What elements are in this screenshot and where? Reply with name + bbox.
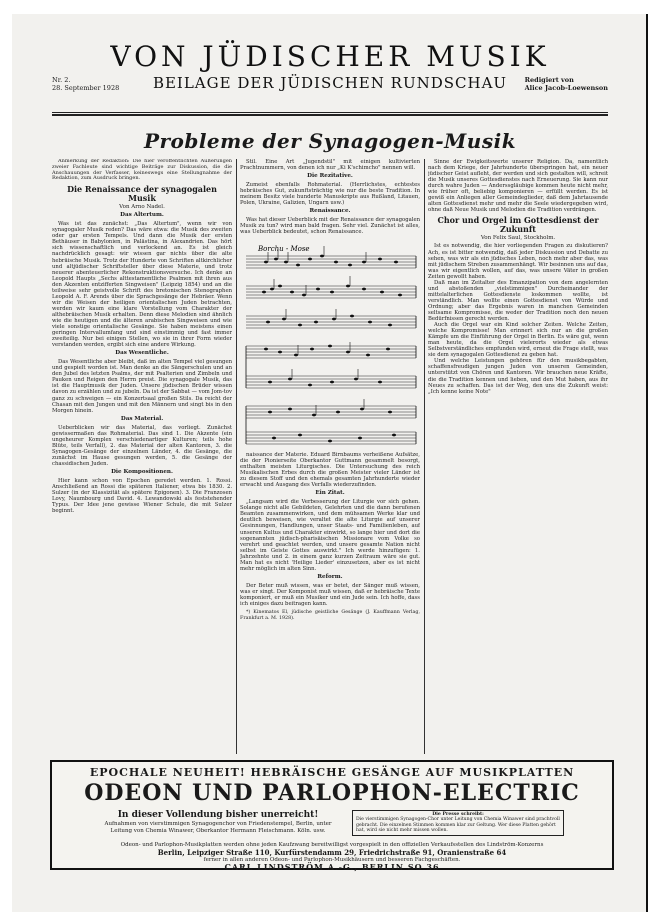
column-divider [424,159,425,754]
main-headline: Probleme der Synagogen-Musik [143,129,517,153]
paragraph: Daß man im Zeitalter des Emanzipation von dem angelernten und abstoßenden „vielstimmigen" Durcheinander der mittelalterlichen Gottesdienste loskommen wollte, ist verständlich. Man wollte einen Gottesdienst von Würde und Ordnung; aber das Ergebnis waren in manchen Gemeinden seltsame Kompromisse, die weder der Tradition noch den neuen Bedürfnissen gerecht werden. [428,279,608,323]
column-1 [52,159,232,754]
paragraph: Hier kann schon von Epochen geredet werden. 1. Rossi. Anschließend an Rossi die späteren Italiener, etwa bis 1830. 2. Sulzer (in der Klassizität als spätere Epigonen). 3. Die Franzosen Lovy, Naumbourg und David. 4. Lewandowski als feststehender Typus. Der Idee jene gewisse Wiener Schule, die mit Sulzer beginnt. [52,477,232,515]
paragraph: Zumeist ebenfalls Rohmaterial. (Herrlichstes, echtestes hebräisches Gut, zukunftsträchtig wie nur die beste Tradition. In meinem Besitz viele hunderte Manuskripte aus Rußland, Litauen, Polen, Ukraine, Galizien, Ungarn usw.) [240,182,420,207]
column-divider [236,159,237,754]
column-3 [428,159,608,754]
article-title-renaissance: Die Renaissance der synagogalen Musik [67,184,217,204]
paragraph: naissance der Materie. Eduard Birnbaums verheißene Aufsätze, die der Pionierseite Oberkantor Guttmann gesammelt besorgt, enthalten meisten Liturgisches. Die Untersuchung des reich Musikalischen Erbes durch die großen Meister vieler Länder ist zu diesem Stoff und den ehemals gesamten Jahrhunderte wieder erwacht und Ausgang des Verfalls wiederzufinden. [240,452,420,489]
section-heading: Die Kompositionen. [111,468,173,475]
music-notation [240,242,418,450]
ad-detail: Aufnahmen von vierstimmigen Synagogenchor von Friedenstempel, Berlin, unter Leitung von Chemia Winawer, Oberkantor Hermann Fleischmann. Köln. usw. [104,821,332,834]
issue-number: Nr. 2. [52,76,71,84]
editor-label: Redigiert von [524,76,574,84]
masthead-title: VON JÜDISCHER MUSIK [110,40,550,73]
note-stems [268,246,366,415]
paragraph: Ueberblicken wir das Material, das vorliegt. Zunächst gewissermaßen das Rohmaterial. Das sind 1. Die Akzente (ein ungeheurer Komplex verschiedenartiger Kulturen; teils hohe Blüte, teils Verfall), 2. das Material der alten Kantoren, 3. die Synagogen-Gesänge der einzelnen Länder, 4. die Gesänge, die zunächst im Hause gesungen werden, 5. die Gesänge der chassidischen Juden. [52,424,232,467]
odeon-advertisement [50,760,614,870]
section-heading: Renaissance. [309,208,351,215]
paragraph: Sinne der Ewigkeitswerte unserer Religion. Da, namentlich nach dem Kriege, der Jahrhunderte überspringen hat, ein neuer jüdischer Geist aufleht, der werden und sich gestalten will, schreit die Musik unseres Gottesdienstes nach Erneuerung. Sie kann nur durch wahre Juden — Anderssgläubige kommen heute nicht mehr, wie früher oft, beliebig komponieren — erfüllt werden. Es ist gewiß ein Anliegen aller Gemeindeglieder, daß dem Jahrtausende alten Gottesdienst mehr und mehr die Seele wiedergegeben wird, ohne daß Neue Musik und Melodien die Tradition verdrängen. [428,159,608,214]
paragraph: Was ist das zunächst: „Das Altertum", wenn wir von synagogaler Musik reden? Das wäre etwa: die Musik des zweiten oder gar ersten Tempels. Und dann die Musik der ersten Bethäuser in Babylonien, in Palästina, in Alexandrien. Das hört sich wissenschaftlich und verlockend an. Es ist gleich nachdrücklich gesagt: wir wissen gar nichts über die alte hebräische Musik. Trotz der Hunderte von Schriften altkirchlicher und altjüdischer Schriftsteller über diese Materie, und trotz neuerer abenteuerlicher Rekonstruktionsversuche. Ich denke an Leopold Haupts „Sechs alttestamentliche Psalmen mit ihren aus den Akzenten entzifferten Singweisen" (Leipzig 1854) und an die teilweise sehr geistvolle Schrift des bretonischen Stenographen Leopold A. F. Arends über die Sprachgesänge der Hebräer. Wenn wir die Weisen der heiligen orientalischen Juden betrachten, werden wir kaum eine klare Vorstellung vom Charakter der althebräischen Musik erhalten. Denn diese Melodien sind ähnlich wie die heutigen und die älteren arabischen Singweisen und wie viele sonstige orientalische Gesänge. Sie haben meistens einen geringen Intervallumfang und sind einstimmig und fast immer zweiteilig. Nur bei einigen Stellen, wo sie in ihrer Form wieder verstanden werden, ergibt sich eine andere Wirkung. [52,221,232,349]
ad-footer [62,842,602,872]
ad-press-title: Die Presse schreibt: [432,812,484,817]
paragraph: Was hat dieser Ueberblick mit der Renaissance der synagogalen Musik zu tun? wird man bald fragen. Sehr viel. Zunächst ist alles, was Ueberblick bedeutet, schon Renaissance. [240,217,420,236]
byline-nadel: Von Arno Nadel. [119,204,165,211]
ad-press-text: Die vierstimmigen Synagogen-Chor unter Leitung von Chemia Winawer sind prachtvoll gebracht. Die einzelnen Stimmen kommen klar zur Geltung. Wer diese Platten gehört hat, wird sie nicht mehr missen wollen. [356,817,560,834]
editor-info [525,76,608,92]
ad-brand: ODEON UND PARLOPHON-ELECTRIC [84,780,580,806]
ad-press-box [352,810,564,836]
column-2-bottom [240,452,420,754]
ad-availability: Odeon- und Parlophon-Musikplatten werden ohne jeden Kaufzwang bereitwilligst vorgespielt in den offiziellen Verkaufsstellen des Lindström-Konzerns [120,842,544,848]
byline-saul: Von Felix Saul, Stockholm. [480,235,556,242]
editor-name: Alice Jacob-Loewenson [524,84,608,92]
section-heading: Reform. [317,573,343,580]
section-heading: Das Material. [120,415,164,422]
ad-catalog: ferner in allen anderen Odeon- und Parlophon-Musikhäusern und besseren Fachgeschäften. [203,856,461,863]
ad-address: Berlin, Leipziger Straße 110, Kurfürstendamm 29, Friedrichstraße 91, Oranienstraße 64 [157,847,507,857]
section-heading: Ein Zitat. [315,490,345,497]
ad-headline: In dieser Vollendung bisher unerreicht! [117,810,319,820]
note-heads [262,255,402,443]
masthead-subtitle: BEILAGE DER JÜDISCHEN RUNDSCHAU [152,74,508,92]
ad-tagline: EPOCHALE NEUHEIT! HEBRÄISCHE GESÄNGE AUF MUSIKPLATTEN [89,766,575,779]
footnote: *) Kinematos El, jüdische geistliche Gesänge (J. Kauffmann Verlag, Frankfurt a. M. 1928). [240,610,420,621]
paragraph: Auch die Orgel war ein Kind solcher Zeiten. Welche Zeiten, welche Kompromisse! Man erinnert sich nur an die großen Kämpfe um die Einführung der Orgel in Berlin. Es wäre gut, wenn man heute, da die Orgel vielerorts wieder als etwas Selbstverständliches empfunden wird, erneut die Frage stellt, was sie dem synagogalen Gottesdienst zu geben hat. [428,322,608,359]
article-title-chor-orgel: Chor und Orgel im Gottesdienst der Zukunft [437,215,599,235]
paragraph: „Langsam wird die Verbesserung der Liturgie vor sich gehen. Solange nicht alle Gebildeten, Gelehrten und die dann berufenen Beamten zusammenwirken, und dem mühsamen Werke klar und deutlich beweisen, wie veraltet die alte Liturgie auf unserer Gesinnungen, Handlungen, unser Staats- und Familienleben, auf unseren Kultus und Charakter einwirkt, so lange hier und dort die sogenannten jüdisch-pharisäischen Missionare vom Volke so verehrt und geachtet werden, und unsere gesamte Nation nicht selbst im Geiste Gottes auswirkt." Ich werde hinzufügen: 1. Jahrzehnte und 2. in einem ganz kurzen Zeitraum wäre sie gut. Man hat es nicht 'Heilige Lieder' einzusetzen, aber es ist nicht mehr möglich im alten Sinn. [240,499,420,572]
issue-date: 28. September 1928 [52,84,120,92]
paragraph: Und welche Leistungen gehören für den musikbegabten, schaffensfreudigen jungen Juden von unseren Gemeinden, unterstützt von Chören und Kantoren. Wir brauchen neue Kräfte, die die Tradition kennen und lieben, und den Mut haben, aus ihr Neues zu schaffen. Das ist der Weg, den uns die Zukunft weist: „Ich kenne keine Note" [428,358,608,395]
editorial-note: Anmerkung der Redaktion: Die hier veröffentlichten Äußerungen zweier Fachleute sind wichtige Beiträge zur Diskussion, die die Anschauungen der Verfasser, keineswegs eine Stellungnahme der Redaktion, zum Ausdruck bringen. [52,159,232,182]
masthead-rule-thick [52,114,608,116]
staff-lines [246,256,416,444]
section-heading: Das Altertum. [120,212,164,219]
ad-company: CARL LINDSTRÖM A.-G., BERLIN SO 36 [224,862,440,872]
section-heading: Die Rezitative. [307,173,353,180]
paragraph: Stil. Eine Art „Jugendstil" mit einigen kultivierten Prachtnummern, von denen ich nur „Ki K'schimcho" nennen will. [240,159,420,172]
newspaper-page [12,14,648,912]
paragraph: Das Wesentliche aber bleibt, daß im alten Tempel viel gesungen und gespielt worden ist. Man denke an die Sängerschulen und an den Jubel des letzten Psalms, der mit Psalterien und Zimbeln und Pauken und Reigen den Herrn preist. Die synagogale Musik, das ist die Hauptmusik der Juden. Unsere jüdischen Brüder wissen davon zu erzählen und zu jubeln. Da ist der Sabbat — vom Jom-tov ganz zu schweigen — ein Konzertsaal großen Stils. Da reicht der Chasan mit den Jungen und mit den Männern und singt bis in den Morgen hinein. [52,359,232,414]
bar-lines [246,256,416,444]
paragraph: Der Beter muß wissen, was er betet, der Sänger muß wissen, was er singt. Der Komponist muß wissen, daß er hebräische Texte komponiert, er muß ein Musiker und ein Jude sein. Ich hoffe, dass ich einiges dazu beitragen kann. [240,582,420,607]
music-caption: Borchu - Mose [258,245,310,253]
ad-offer [98,810,338,834]
section-heading: Das Wesentliche. [115,350,169,357]
masthead-rule [52,112,608,113]
column-2-top [240,159,420,241]
paragraph: Ist es notwendig, die hier vorliegenden Fragen zu diskutieren? Ach, es ist bitter notwendig, daß jeder Diskussion und Debatte zu sehen, was wir als ein jüdisches Leben, noch mehr aber das, was mit jüdischem Streben zusammenhängt. Wir besinnen uns auf das, was wir eigentlich wollen, auf das, was unsere Väter in großen Zeiten gewollt haben. [428,243,608,280]
